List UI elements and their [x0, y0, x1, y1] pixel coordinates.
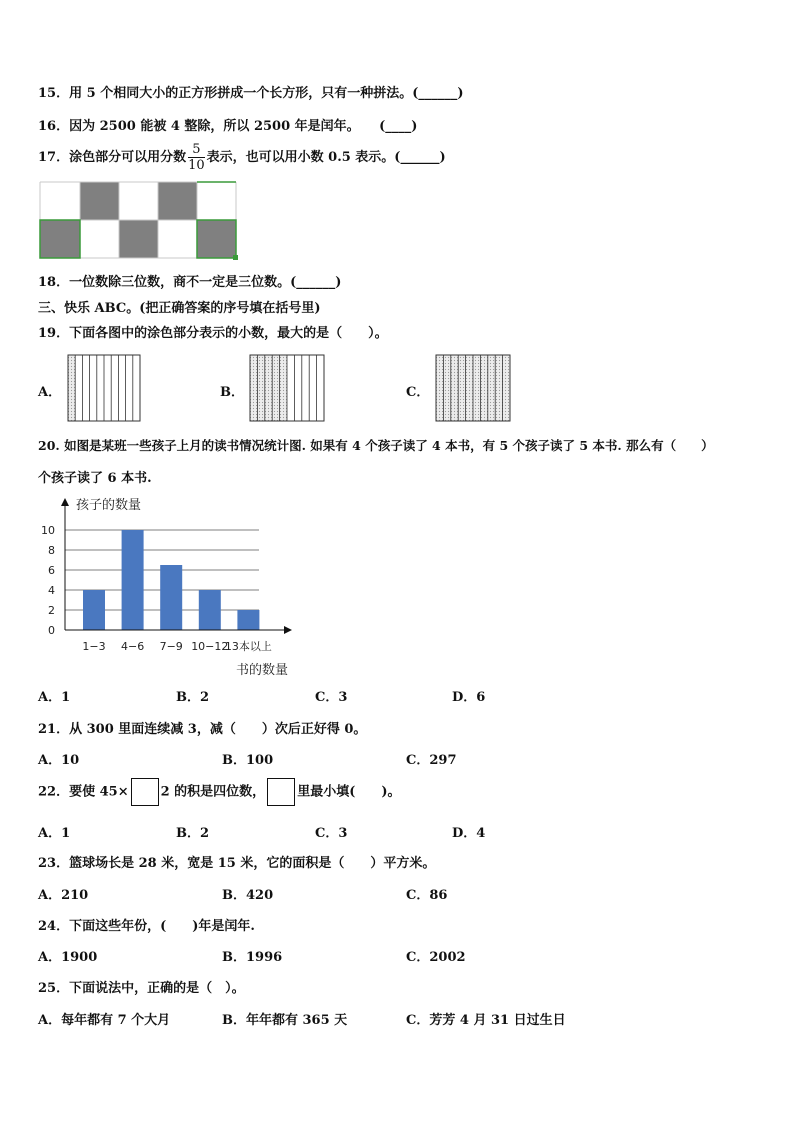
y-tick-label: 0: [48, 624, 55, 637]
q25-option-a: A．每年都有 7 个大月: [38, 1013, 171, 1028]
q24-option-a: A．1900: [38, 950, 98, 965]
q22-option-a: A．1: [38, 826, 71, 841]
section-3-heading: 三、快乐 ABC。(把正确答案的序号填在括号里): [38, 301, 321, 316]
q20-option-d: D．6: [452, 690, 486, 705]
question-25: 25．下面说法中，正确的是（ ）。: [38, 981, 245, 996]
q24-option-c: C．2002: [406, 950, 466, 965]
q22-option-c: C．3: [315, 826, 348, 841]
blank-box: [267, 778, 295, 806]
q22-option-b: B．2: [176, 826, 210, 841]
bar: [160, 565, 182, 630]
q21-option-b: B．100: [222, 753, 274, 768]
question-15: 15．用 5 个相同大小的正方形拼成一个长方形，只有一种拼法。(______): [38, 86, 464, 101]
question-19: 19．下面各图中的涂色部分表示的小数，最大的是（ ）。: [38, 326, 388, 341]
shaded-cell: [80, 182, 119, 220]
q22-text-1: 22．要使 45×: [38, 784, 129, 800]
x-tick-label: 4−6: [120, 640, 145, 653]
question-16: 16．因为 2500 能被 4 整除，所以 2500 年是闰年。 (____): [38, 119, 418, 134]
shaded-cell: [40, 220, 80, 258]
chart-ylabel: 孩子的数量: [76, 498, 142, 513]
q17-text-before: 17．涂色部分可以用分数: [38, 150, 187, 165]
q20-option-c: C．3: [315, 690, 348, 705]
q20-option-b: B．2: [176, 690, 210, 705]
x-tick-label: 1−3: [82, 640, 106, 653]
q21-option-a: A．10: [38, 753, 80, 768]
q19-option-b: B．: [220, 385, 244, 400]
blank-box: [131, 778, 159, 806]
y-tick-label: 8: [48, 544, 55, 557]
bar: [122, 530, 144, 630]
question-21: 21．从 300 里面连续减 3，减（ ）次后正好得 0。: [38, 722, 367, 737]
q19-figure-a: [64, 353, 142, 423]
x-tick-label: 7−9: [159, 640, 183, 653]
q23-option-c: C．86: [406, 888, 448, 903]
shaded-cell: [197, 220, 236, 258]
bar: [237, 610, 259, 630]
q19-option-a: A．: [38, 385, 62, 400]
question-22: [38, 778, 401, 806]
q19-figure-b: [246, 353, 326, 423]
question-23: 23．篮球场长是 28 米，宽是 15 米，它的面积是（ ）平方米。: [38, 856, 436, 871]
q23-option-b: B．420: [222, 888, 274, 903]
x-tick-label: 13本以上: [224, 640, 272, 653]
y-tick-label: 2: [48, 604, 55, 617]
x-axis-arrow: [284, 626, 292, 634]
q22-text-2: 2 的积是四位数，: [160, 784, 266, 800]
x-tick-label: 10−12: [191, 640, 229, 653]
q22-option-d: D．4: [452, 826, 486, 841]
q17-text-after: 表示，也可以用小数 0.5 表示。(______): [206, 150, 446, 165]
bar: [199, 590, 221, 630]
q25-option-b: B．年年都有 365 天: [222, 1013, 348, 1028]
question-20-line2: 个孩子读了 6 本书.: [38, 471, 152, 486]
y-tick-label: 6: [48, 564, 55, 577]
shaded-cell: [119, 220, 158, 258]
fraction-denominator: 10: [188, 158, 205, 173]
fraction: [188, 142, 205, 173]
q20-option-a: A．1: [38, 690, 71, 705]
chart-xlabel: 书的数量: [236, 663, 289, 678]
bar: [83, 590, 105, 630]
question-24: 24．下面这些年份，( )年是闰年.: [38, 919, 255, 934]
q19-option-c: C．: [406, 385, 430, 400]
q23-option-a: A．210: [38, 888, 89, 903]
y-tick-label: 10: [41, 524, 55, 537]
bar-chart: [30, 492, 310, 682]
q21-option-c: C．297: [406, 753, 457, 768]
question-20-line1: 20. 如图是某班一些孩子上月的读书情况统计图. 如果有 4 个孩子读了 4 本书，有 5 个孩子读了 5 本书. 那么有（ ）: [38, 438, 714, 453]
q19-figure-c: [432, 353, 512, 423]
question-18: 18．一位数除三位数，商不一定是三位数。(______): [38, 275, 342, 290]
y-axis-arrow: [61, 498, 69, 506]
q24-option-b: B．1996: [222, 950, 283, 965]
shaded-cell: [158, 182, 197, 220]
fraction-numerator: 5: [188, 142, 205, 158]
checker-figure: [38, 180, 240, 260]
question-17: [38, 142, 446, 173]
q22-text-3: 里最小填( )。: [297, 784, 401, 800]
y-tick-label: 4: [48, 584, 55, 597]
q25-option-c: C．芳芳 4 月 31 日过生日: [406, 1013, 566, 1028]
